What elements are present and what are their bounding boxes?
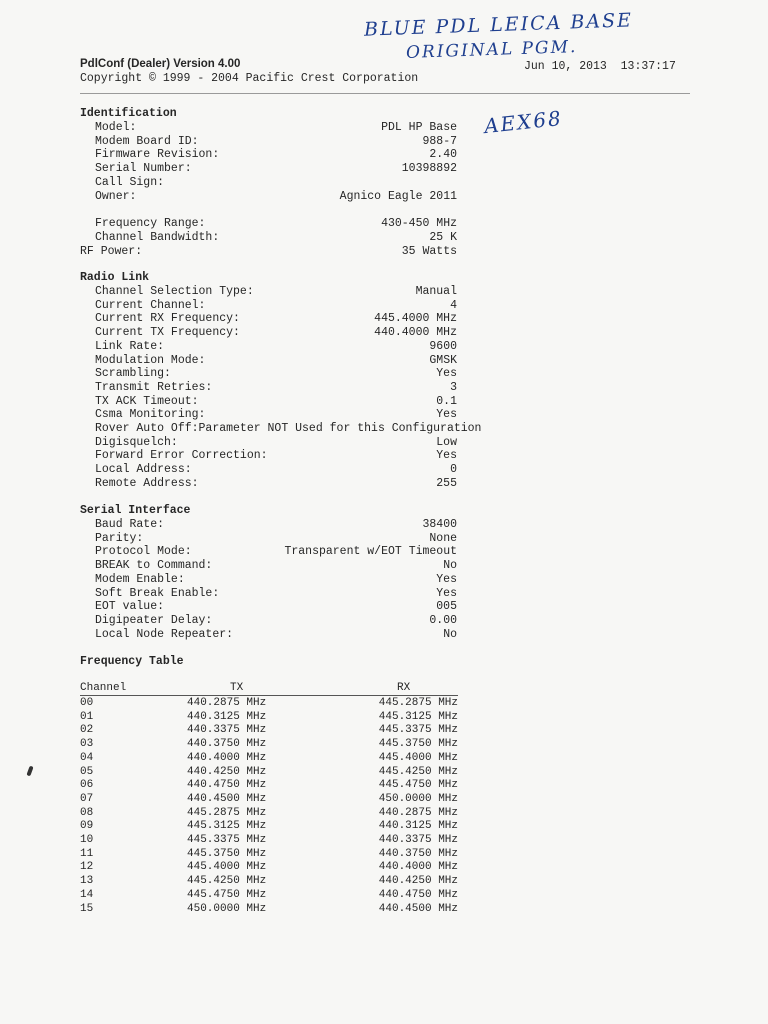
tx-frequency-cell: 445.4000 MHz	[187, 861, 267, 874]
table-row	[80, 697, 458, 711]
header-divider	[80, 93, 690, 94]
setting-value: GMSK	[429, 353, 457, 367]
setting-value: Transparent w/EOT Timeout	[284, 545, 457, 559]
channel-cell: 06	[80, 779, 94, 792]
print-time: 13:37:17	[620, 60, 676, 73]
section-title-serial-interface: Serial Interface	[80, 504, 191, 517]
setting-row	[80, 477, 457, 491]
setting-row	[80, 231, 457, 245]
setting-value: 38400	[422, 518, 457, 531]
setting-row	[80, 285, 457, 299]
setting-label: Call Sign:	[95, 175, 165, 189]
setting-value: 255	[436, 476, 457, 490]
tx-frequency-cell: 450.0000 MHz	[187, 902, 267, 915]
setting-row	[80, 408, 457, 422]
setting-row	[80, 340, 457, 354]
channel-cell: 01	[80, 710, 94, 723]
rx-frequency-cell: 440.3125 MHz	[378, 820, 458, 833]
setting-value: 988-7	[422, 134, 457, 148]
setting-row	[80, 245, 457, 259]
setting-label: Serial Number:	[95, 162, 192, 176]
setting-label: Csma Monitoring:	[95, 408, 206, 422]
setting-value: Yes	[436, 572, 457, 586]
setting-value: No	[443, 559, 457, 573]
tx-frequency-cell: 445.4250 MHz	[187, 875, 267, 888]
channel-cell: 09	[80, 820, 94, 833]
channel-cell: 05	[80, 765, 94, 778]
channel-cell: 00	[80, 697, 94, 709]
setting-row	[80, 121, 457, 135]
table-row	[80, 848, 458, 862]
column-header-channel: Channel	[80, 682, 127, 694]
setting-label: Parity:	[95, 531, 144, 545]
setting-label: TX ACK Timeout:	[95, 394, 199, 408]
setting-label: Current Channel:	[95, 298, 206, 312]
setting-value: 430-450 MHz	[381, 217, 457, 231]
setting-label: Model:	[95, 121, 137, 134]
rx-frequency-cell: 440.4250 MHz	[378, 875, 458, 888]
setting-row	[80, 354, 457, 368]
setting-row	[80, 436, 457, 450]
rx-frequency-cell: 445.3375 MHz	[378, 724, 458, 737]
setting-value: 005	[436, 600, 457, 614]
setting-value: 0.1	[436, 394, 457, 408]
setting-label: Digisquelch:	[95, 435, 178, 449]
table-row	[80, 738, 458, 752]
rx-frequency-cell: 445.4750 MHz	[378, 779, 458, 792]
setting-value: 25 K	[429, 230, 457, 244]
setting-label: Current TX Frequency:	[95, 326, 240, 340]
rx-frequency-cell: 445.4000 MHz	[378, 751, 458, 764]
rx-frequency-cell: 440.4500 MHz	[378, 902, 458, 915]
setting-value: Yes	[436, 408, 457, 422]
tx-frequency-cell: 440.4500 MHz	[187, 792, 267, 805]
setting-row	[80, 545, 457, 559]
setting-label: RF Power:	[80, 244, 143, 258]
setting-row	[80, 148, 457, 162]
setting-value: Yes	[436, 367, 457, 381]
rx-frequency-cell: 440.3750 MHz	[378, 847, 458, 860]
print-date: Jun 10, 2013	[524, 60, 607, 73]
tx-frequency-cell: 440.3750 MHz	[187, 738, 267, 751]
setting-row	[80, 614, 457, 628]
table-row	[80, 807, 458, 821]
channel-cell: 14	[80, 888, 94, 901]
rx-frequency-cell: 445.4250 MHz	[378, 765, 458, 778]
setting-value: 35 Watts	[401, 244, 457, 258]
channel-cell: 10	[80, 834, 94, 846]
setting-label: Modem Board ID:	[95, 134, 199, 148]
setting-row	[80, 395, 457, 409]
setting-value: 445.4000 MHz	[374, 312, 457, 326]
column-header-rx: RX	[397, 682, 411, 694]
setting-row	[80, 381, 457, 395]
setting-label: Local Address:	[95, 463, 192, 477]
print-timestamp	[524, 60, 676, 73]
setting-label: Modulation Mode:	[95, 353, 206, 367]
setting-label: Modem Enable:	[95, 572, 185, 586]
rx-frequency-cell: 440.2875 MHz	[378, 806, 458, 819]
tx-frequency-cell: 445.3125 MHz	[187, 820, 267, 833]
setting-row	[80, 559, 457, 573]
setting-value: No	[443, 627, 457, 641]
setting-label: Remote Address:	[95, 476, 199, 490]
channel-cell: 04	[80, 751, 94, 764]
table-row	[80, 793, 458, 807]
setting-value: 3	[450, 380, 457, 394]
frequency-table-header	[80, 682, 458, 696]
tx-frequency-cell: 445.2875 MHz	[187, 806, 267, 819]
rx-frequency-cell: 445.3750 MHz	[378, 738, 458, 751]
table-row	[80, 834, 458, 848]
setting-row	[80, 190, 457, 204]
setting-label: Channel Bandwidth:	[95, 230, 220, 244]
setting-label: Digipeater Delay:	[95, 613, 213, 627]
setting-label: Frequency Range:	[95, 217, 206, 231]
setting-row	[80, 299, 457, 313]
setting-label: Rover Auto Off:Parameter NOT Used for this Configuration	[95, 422, 482, 435]
section-title-frequency-table: Frequency Table	[80, 655, 184, 668]
setting-row	[80, 217, 457, 231]
pen-mark	[26, 766, 33, 777]
setting-row	[80, 518, 457, 532]
handwritten-note-line1: BLUE PDL LEICA BASE	[363, 9, 634, 41]
setting-label: Transmit Retries:	[95, 380, 213, 394]
channel-cell: 11	[80, 847, 94, 860]
tx-frequency-cell: 445.3750 MHz	[187, 847, 267, 860]
setting-value: None	[429, 531, 457, 545]
tx-frequency-cell: 440.3125 MHz	[187, 710, 267, 723]
setting-label: Channel Selection Type:	[95, 285, 254, 298]
setting-label: Current RX Frequency:	[95, 312, 240, 326]
tx-frequency-cell: 440.4750 MHz	[187, 779, 267, 792]
setting-row	[80, 463, 457, 477]
setting-value: 0.00	[429, 613, 457, 627]
table-row	[80, 875, 458, 889]
setting-row	[80, 422, 482, 436]
setting-label: Baud Rate:	[95, 518, 165, 531]
tx-frequency-cell: 440.2875 MHz	[187, 697, 267, 709]
rx-frequency-cell: 440.4750 MHz	[378, 888, 458, 901]
setting-value: Agnico Eagle 2011	[339, 189, 457, 203]
setting-label: Soft Break Enable:	[95, 586, 220, 600]
tx-frequency-cell: 440.4250 MHz	[187, 765, 267, 778]
channel-cell: 07	[80, 792, 94, 805]
channel-cell: 02	[80, 724, 94, 737]
setting-row	[80, 587, 457, 601]
rx-frequency-cell: 445.2875 MHz	[378, 697, 458, 709]
table-row	[80, 820, 458, 834]
setting-row	[80, 135, 457, 149]
document-title: PdlConf (Dealer) Version 4.00	[80, 58, 241, 70]
setting-label: EOT value:	[95, 600, 165, 614]
setting-value: PDL HP Base	[381, 121, 457, 134]
setting-value: 440.4000 MHz	[374, 326, 457, 340]
table-row	[80, 903, 458, 917]
setting-label: Link Rate:	[95, 339, 165, 353]
setting-row	[80, 573, 457, 587]
setting-label: Local Node Repeater:	[95, 627, 234, 641]
setting-label: BREAK to Command:	[95, 559, 213, 573]
setting-label: Owner:	[95, 189, 137, 203]
tx-frequency-cell: 445.3375 MHz	[187, 834, 267, 846]
handwritten-note-id: AEX68	[482, 105, 564, 139]
tx-frequency-cell: 440.4000 MHz	[187, 751, 267, 764]
handwritten-note-line2: ORIGINAL PGM.	[405, 37, 578, 63]
copyright-line: Copyright © 1999 - 2004 Pacific Crest Corporation	[80, 72, 419, 85]
channel-cell: 03	[80, 738, 94, 751]
table-row	[80, 779, 458, 793]
setting-value: 0	[450, 463, 457, 477]
table-row	[80, 861, 458, 875]
channel-cell: 12	[80, 861, 94, 874]
tx-frequency-cell: 440.3375 MHz	[187, 724, 267, 737]
channel-cell: 08	[80, 806, 94, 819]
setting-value: Yes	[436, 586, 457, 600]
setting-row	[80, 367, 457, 381]
section-title-radio-link: Radio Link	[80, 271, 150, 284]
setting-value: 9600	[429, 339, 457, 353]
tx-frequency-cell: 445.4750 MHz	[187, 888, 267, 901]
table-row	[80, 724, 458, 738]
section-title-identification: Identification	[80, 107, 177, 120]
channel-cell: 13	[80, 875, 94, 888]
setting-row	[80, 628, 457, 642]
column-header-tx: TX	[230, 682, 244, 694]
setting-value: Manual	[415, 285, 457, 298]
setting-row	[80, 532, 457, 546]
table-row	[80, 711, 458, 725]
table-row	[80, 766, 458, 780]
setting-value: 10398892	[401, 162, 457, 176]
setting-label: Forward Error Correction:	[95, 449, 268, 463]
setting-label: Firmware Revision:	[95, 148, 220, 162]
channel-cell: 15	[80, 902, 94, 915]
setting-label: Scrambling:	[95, 367, 171, 381]
setting-value: 4	[450, 298, 457, 312]
rx-frequency-cell: 440.4000 MHz	[378, 861, 458, 874]
setting-value: 2.40	[429, 148, 457, 162]
rx-frequency-cell: 440.3375 MHz	[378, 834, 458, 846]
setting-label: Protocol Mode:	[95, 545, 192, 559]
setting-row	[80, 326, 457, 340]
rx-frequency-cell: 445.3125 MHz	[378, 710, 458, 723]
setting-row	[80, 449, 457, 463]
setting-row	[80, 176, 457, 190]
setting-row	[80, 312, 457, 326]
setting-row	[80, 162, 457, 176]
setting-value: Yes	[436, 449, 457, 463]
table-row	[80, 752, 458, 766]
rx-frequency-cell: 450.0000 MHz	[378, 792, 458, 805]
setting-row	[80, 600, 457, 614]
setting-value: Low	[436, 435, 457, 449]
table-row	[80, 889, 458, 903]
